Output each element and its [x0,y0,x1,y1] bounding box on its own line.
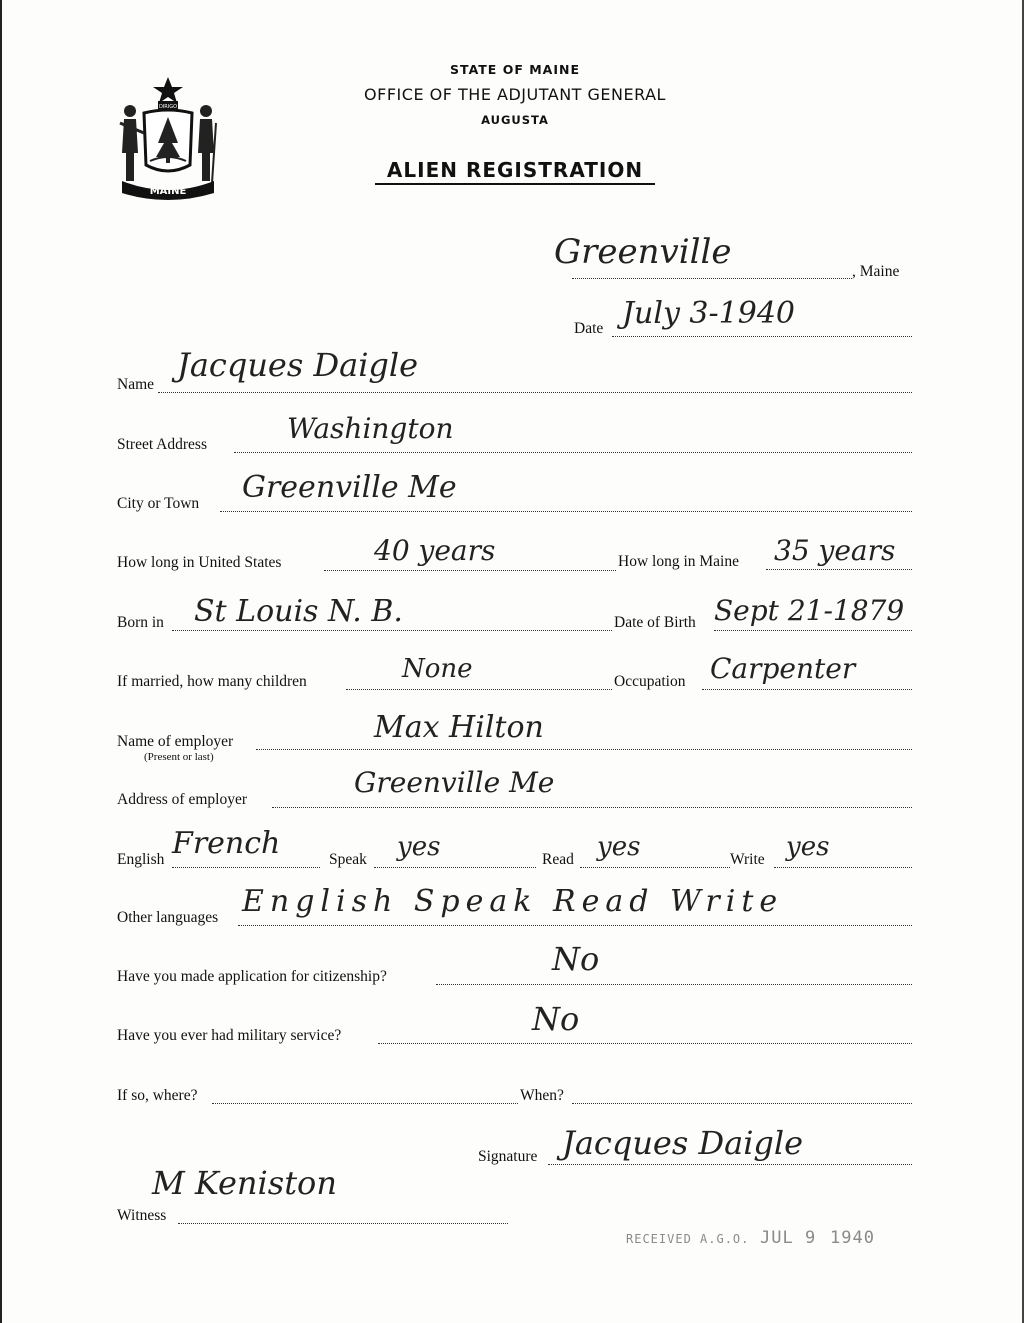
witness-label: Witness [117,1207,167,1224]
signature-label: Signature [478,1148,538,1165]
occupation-entry: Carpenter [710,652,856,685]
employer-address-entry: Greenville Me [354,766,555,799]
signature-entry: Jacques Daigle [562,1124,804,1162]
header-state: STATE OF MAINE [450,62,580,77]
received-stamp-month: JUL 9 [760,1228,817,1248]
how-long-us-entry: 40 years [374,534,496,567]
speak-label: Speak [329,851,367,868]
english-override-entry: French [172,826,281,861]
seal-motto: DIRIGO [158,104,178,110]
speak-entry: yes [397,832,441,862]
street-label: Street Address [117,436,207,453]
received-stamp-year: 1940 [830,1228,875,1248]
witness-line [178,1223,508,1224]
employer-sub-label: (Present or last) [144,751,214,763]
born-line [172,630,612,631]
name-label: Name [117,376,155,393]
city-line [220,511,912,512]
employer-address-line [272,807,912,808]
header-city: AUGUSTA [481,113,549,127]
other-languages-line [238,925,912,926]
employer-entry: Max Hilton [374,710,544,745]
how-long-us-line [324,570,616,571]
how-long-maine-line [766,569,912,570]
town-entry: Greenville [554,232,732,272]
title-underline [375,183,655,185]
born-entry: St Louis N. B. [194,594,403,629]
citizenship-entry: No [552,940,600,978]
citizenship-label: Have you made application for citizenship? [117,968,387,985]
other-languages-label: Other languages [117,909,219,926]
witness-entry: M Keniston [152,1164,337,1202]
where-label: If so, where? [117,1087,198,1104]
street-entry: Washington [287,412,454,445]
town-line [572,278,852,279]
date-line [612,336,912,337]
children-line [346,689,612,690]
when-label: When? [520,1087,564,1104]
citizenship-line [436,984,912,985]
date-entry: July 3-1940 [622,296,795,331]
military-label: Have you ever had military service? [117,1027,342,1044]
state-seal-icon [114,73,222,203]
how-long-maine-entry: 35 years [774,534,896,567]
seal-banner-text: MAINE [149,186,187,197]
write-entry: yes [786,832,830,862]
write-line [774,867,912,868]
employer-address-label: Address of employer [117,791,247,808]
military-entry: No [532,1000,580,1038]
header-office: OFFICE OF THE ADJUTANT GENERAL [364,85,666,104]
city-entry: Greenville Me [242,470,457,505]
speak-line [374,867,536,868]
form-title: ALIEN REGISTRATION [386,158,644,182]
date-label: Date [574,320,604,337]
employer-line [256,749,912,750]
maine-label: , Maine [852,263,900,280]
received-stamp-text: RECEIVED A.G.O. [626,1232,750,1246]
born-label: Born in [117,614,164,631]
children-entry: None [402,654,473,684]
other-languages-entry: English Speak Read Write [242,884,784,919]
signature-line [548,1164,912,1165]
how-long-us-label: How long in United States [117,554,282,571]
employer-label: Name of employer [117,733,234,750]
where-line [212,1103,518,1104]
name-entry: Jacques Daigle [177,346,419,384]
street-line [234,452,912,453]
read-label: Read [542,851,574,868]
read-entry: yes [597,832,641,862]
english-label: English [117,851,165,868]
when-line [572,1103,912,1104]
name-line [158,392,912,393]
city-label: City or Town [117,495,200,512]
dob-line [714,630,912,631]
write-label: Write [730,851,765,868]
english-line [172,867,320,868]
occupation-label: Occupation [614,673,686,690]
read-line [580,867,730,868]
military-line [378,1043,912,1044]
dob-label: Date of Birth [614,614,696,631]
how-long-maine-label: How long in Maine [618,553,739,570]
occupation-line [702,689,912,690]
children-label: If married, how many children [117,673,307,690]
dob-entry: Sept 21-1879 [714,594,905,627]
